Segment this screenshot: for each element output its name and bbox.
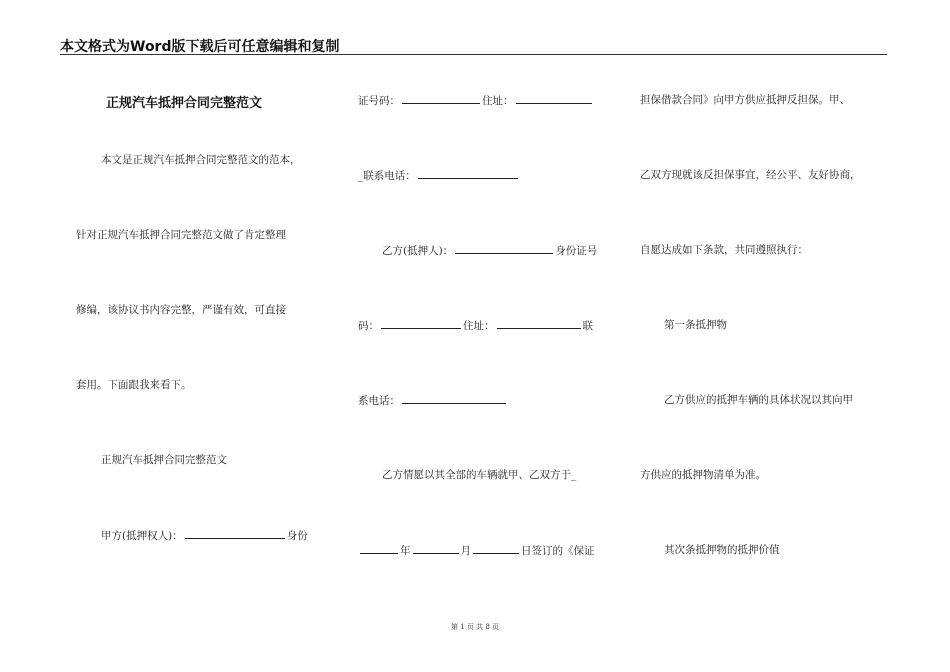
header-title: 本文格式为Word版下载后可任意编辑和复制: [60, 39, 340, 55]
party-b-phone-label: 系电话：: [358, 395, 400, 407]
party-b-id-label: 身份证号: [555, 245, 598, 257]
party-b-id-line: [358, 318, 593, 333]
day-blank[interactable]: [473, 543, 519, 554]
party-b-name-blank[interactable]: [455, 243, 553, 254]
article-1-line-2: 方供应的抵押物清单为准。: [640, 469, 766, 481]
party-a-phone-label: _联系电话：: [358, 170, 416, 182]
party-a-id-label: 证号码：: [358, 95, 400, 107]
party-a-label: 甲方(抵押权人)：: [101, 530, 183, 542]
party-b-code-label: 码：: [358, 320, 379, 332]
month-label: 月: [460, 545, 471, 557]
party-a-address-label: 住址：: [482, 95, 514, 107]
intro-line-4: 套用。下面跟我来看下。: [76, 379, 192, 391]
col3-line-2: 乙双方现就该反担保事宜，经公平、友好协商，: [640, 169, 861, 181]
intro-line-1: 本文是正规汽车抵押合同完整范文的范本，: [101, 154, 301, 166]
party-a-name-blank[interactable]: [185, 528, 285, 539]
party-b-label: 乙方(抵押人)：: [382, 245, 454, 257]
party-b-phone-label-start: 联: [582, 320, 593, 332]
party-b-address-label: 住址：: [463, 320, 495, 332]
contract-subtitle: 正规汽车抵押合同完整范文: [101, 454, 227, 466]
article-2-title: 其次条抵押物的抵押价值: [664, 544, 780, 556]
day-label: 日签订的《保证: [521, 545, 595, 557]
year-label: 年: [400, 545, 411, 557]
year-blank[interactable]: [360, 543, 398, 554]
intro-line-3: 修编，该协议书内容完整，严谨有效，可直接: [76, 304, 286, 316]
month-blank[interactable]: [413, 543, 459, 554]
party-b-line: [382, 243, 597, 258]
page-number: 第 1 页 共 8 页: [450, 623, 500, 631]
header-divider: [60, 54, 887, 55]
intro-line-2: 针对正规汽车抵押合同完整范文做了肯定整理: [76, 229, 286, 241]
agreement-line: 乙方情愿以其全部的车辆就甲、乙双方于_: [382, 469, 577, 481]
party-b-address-blank[interactable]: [497, 318, 581, 329]
party-a-id-line: [358, 93, 594, 108]
party-a-address-blank[interactable]: [516, 93, 592, 104]
party-a-id-blank[interactable]: [402, 93, 480, 104]
date-line: [358, 543, 595, 558]
party-a-id-label-start: 身份: [286, 530, 308, 542]
party-a-phone-line: [358, 168, 520, 183]
party-b-phone-blank[interactable]: [402, 393, 506, 404]
party-a-line: [101, 528, 308, 543]
article-1-title: 第一条抵押物: [664, 319, 727, 331]
party-b-id-blank[interactable]: [381, 318, 461, 329]
col3-line-3: 自愿达成如下条款，共同遵照执行：: [640, 244, 808, 256]
col3-line-1: 担保借款合同》向甲方供应抵押反担保。甲、: [640, 94, 850, 106]
party-a-phone-blank[interactable]: [418, 168, 518, 179]
article-1-line-1: 乙方供应的抵押车辆的具体状况以其向甲: [664, 394, 853, 406]
document-title: 正规汽车抵押合同完整范文: [106, 96, 263, 111]
party-b-phone-line: [358, 393, 508, 408]
